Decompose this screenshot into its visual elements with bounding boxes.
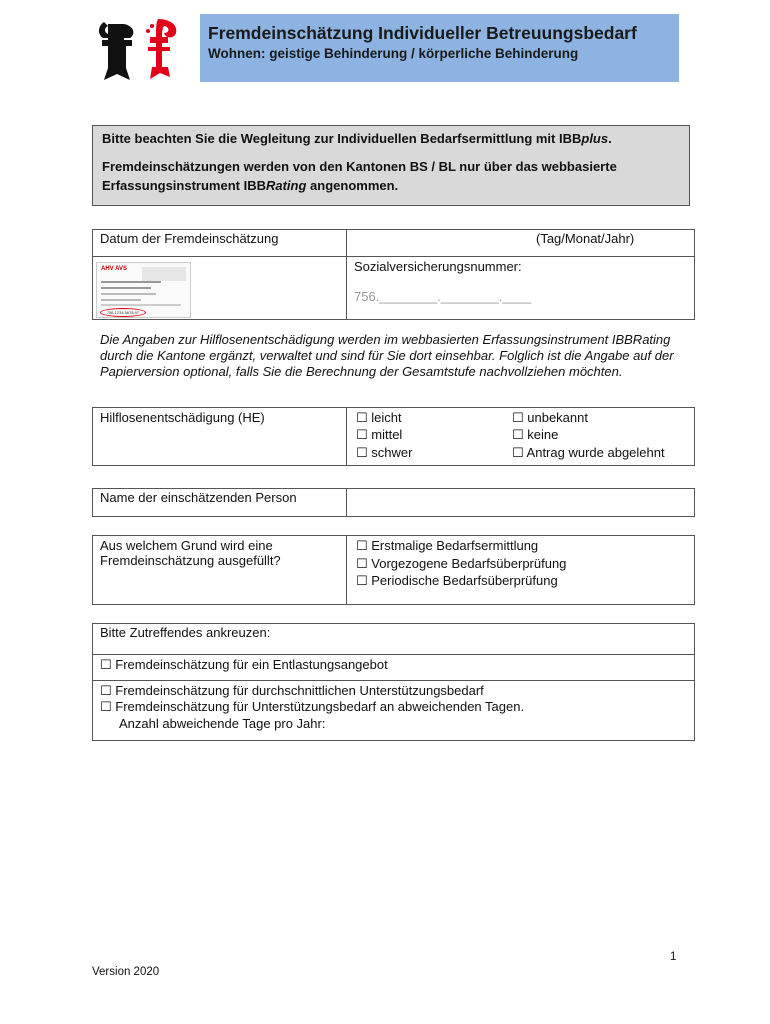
notice-line-2: Fremdeinschätzungen werden von den Kantonen BS / BL nur über das webbasierte xyxy=(102,159,617,174)
reason-option-erstmalig[interactable]: ☐ Erstmalige Bedarfsermittlung xyxy=(356,538,539,553)
basel-stadt-logo-icon xyxy=(94,20,140,82)
he-label: Hilflosenentschädigung (HE) xyxy=(100,410,265,425)
applicable-label: Bitte Zutreffendes ankreuzen: xyxy=(100,625,271,640)
version-label: Version 2020 xyxy=(92,966,160,978)
info-note: Die Angaben zur Hilflosenentschädigung werden im webbasierten Erfassungsinstrument IBBRating durch die Kantone ergänzt, verwaltet und sind für Sie dort einsehbar. Folglich ist die Angabe auf der Papierversion optional, falls Sie die Berechnung der Gesamtstufe nachvollziehen möchten. xyxy=(100,332,674,379)
ahv-card-brand: AHV AVS xyxy=(101,266,128,272)
reason-option-vorgezogen[interactable]: ☐ Vorgezogene Bedarfsüberprüfung xyxy=(356,556,567,571)
basel-landschaft-logo-icon xyxy=(140,17,186,83)
reason-label-line-2: Fremdeinschätzung ausgefüllt? xyxy=(100,553,281,568)
he-option-unbekannt[interactable]: ☐ unbekannt xyxy=(512,410,588,425)
he-option-keine[interactable]: ☐ keine xyxy=(512,427,559,442)
assessor-label: Name der einschätzenden Person xyxy=(100,490,297,505)
he-option-leicht[interactable]: ☐ leicht xyxy=(356,410,402,425)
option-durchschnittlich[interactable]: ☐ Fremdeinschätzung für durchschnittlichen Unterstützungsbedarf xyxy=(100,683,484,698)
notice-line-3: Erfassungsinstrument IBBRating angenommen. xyxy=(102,178,399,193)
he-option-schwer[interactable]: ☐ schwer xyxy=(356,445,413,460)
page-title: Fremdeinschätzung Individueller Betreuungsbedarf xyxy=(208,23,637,43)
ahv-card-ssn: 756.1234.5678.97 xyxy=(100,308,146,317)
option-abweichende-tage[interactable]: ☐ Fremdeinschätzung für Unterstützungsbedarf an abweichenden Tagen. xyxy=(100,699,525,714)
notice-line-1: Bitte beachten Sie die Wegleitung zur Individuellen Bedarfsermittlung mit IBBplus. xyxy=(102,131,612,146)
page-subtitle: Wohnen: geistige Behinderung / körperliche Behinderung xyxy=(208,46,579,61)
option-entlastungsangebot[interactable]: ☐ Fremdeinschätzung für ein Entlastungsangebot xyxy=(100,657,388,672)
date-label: Datum der Fremdeinschätzung xyxy=(100,231,279,246)
reason-label-line-1: Aus welchem Grund wird eine xyxy=(100,538,273,553)
days-per-year-label: Anzahl abweichende Tage pro Jahr: xyxy=(119,716,326,731)
page-number: 1 xyxy=(670,951,677,963)
date-input[interactable]: (Tag/Monat/Jahr) xyxy=(536,231,635,246)
he-option-mittel[interactable]: ☐ mittel xyxy=(356,427,403,442)
ahv-card-image xyxy=(96,262,191,318)
ssn-input[interactable]: 756.________.________.____ xyxy=(354,289,532,304)
he-option-abgelehnt[interactable]: ☐ Antrag wurde abgelehnt xyxy=(512,445,665,460)
assessor-name-input[interactable] xyxy=(348,490,693,515)
reason-option-periodisch[interactable]: ☐ Periodische Bedarfsüberprüfung xyxy=(356,573,558,588)
ssn-label: Sozialversicherungsnummer: xyxy=(354,259,522,274)
